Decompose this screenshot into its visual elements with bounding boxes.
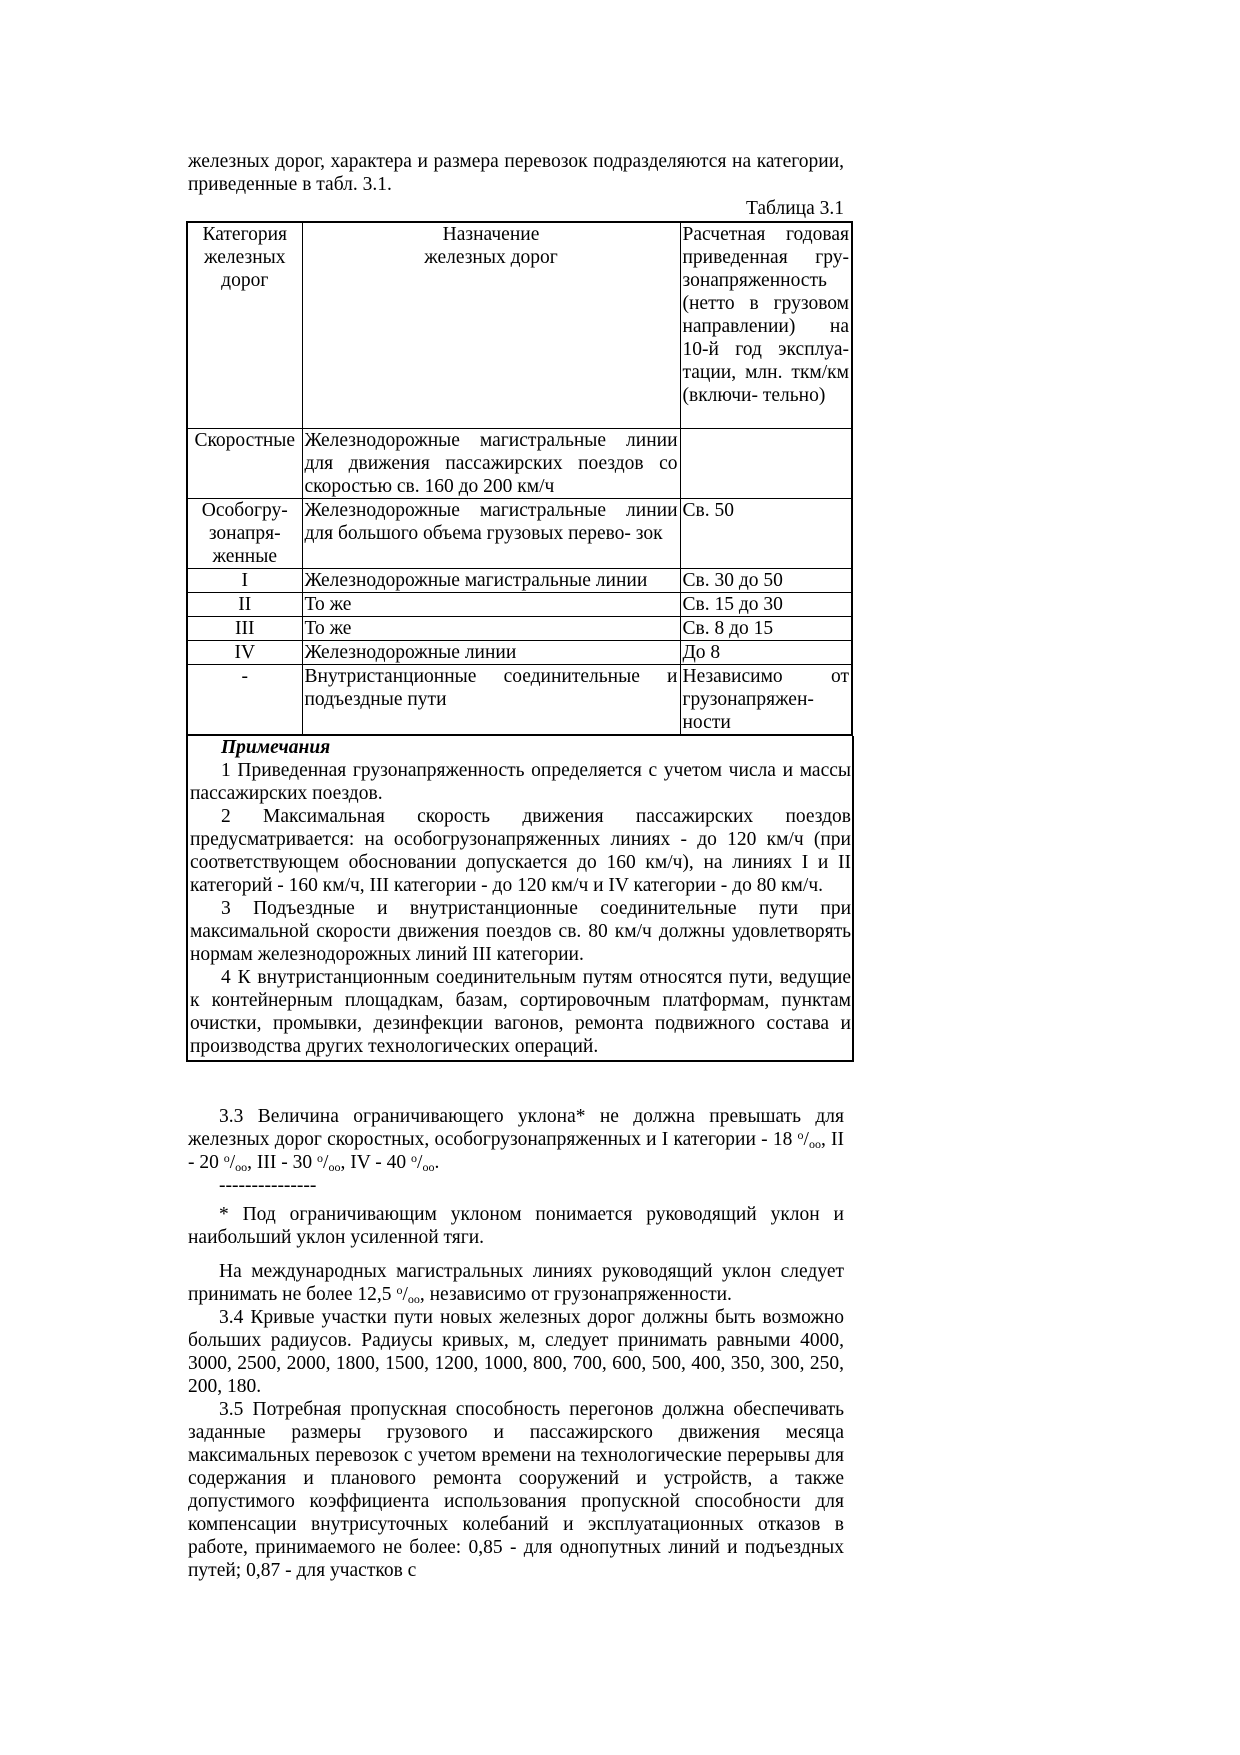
grade-value: 18: [772, 1129, 793, 1150]
cell-load: Св. 15 до 30: [680, 593, 852, 617]
permille-top: о: [223, 1151, 230, 1165]
cell-category: -: [187, 665, 302, 736]
table-notes: [186, 736, 854, 1062]
permille-top: о: [411, 1151, 418, 1165]
cell-load: [680, 429, 852, 499]
grade-value: , III - 30: [247, 1152, 313, 1173]
cell-category: I: [187, 569, 302, 593]
permille-bottom: оо: [235, 1160, 248, 1174]
cell-purpose: Железнодорожные магистральные линии для движения пассажирских поездов со скоростью св. 160 до 200 км/ч: [302, 429, 680, 499]
paragraph-international-text: На международных магистральных линиях руководящий уклон следует принимать не более 12,5: [188, 1261, 844, 1305]
note-item: 2 Максимальная скорость движения пассажирских поездов предусматривается: на особогрузонапряженных линиях - до 120 км/ч (при соответствующем обосновании допускается до 160 км/ч), на линиях I и II категорий - 160 км/ч, III категории - до 120 км/ч и IV категории - до 80 км/ч.: [190, 806, 851, 896]
permille-slash: /: [229, 1152, 236, 1173]
body-text: [188, 1105, 844, 1582]
table-caption: Таблица 3.1: [745, 198, 844, 219]
footnote: * Под ограничивающим уклоном понимается руководящий уклон и наибольший уклон усиленной тяги.: [188, 1204, 844, 1248]
table-row: [187, 429, 852, 499]
cell-category: III: [187, 617, 302, 641]
note-item: 4 К внутристанционным соединительным путям относятся пути, ведущие к контейнерным площадкам, базам, сортировочным платформам, пунктам очистки, промывки, дезинфекции вагонов, ремонта подвижного состава и производства других технологических операций.: [190, 967, 851, 1057]
cell-load: Св. 50: [680, 499, 852, 569]
cell-load: До 8: [680, 641, 852, 665]
permille-bottom: оо: [407, 1292, 420, 1306]
permille-slash: /: [417, 1152, 423, 1173]
cell-category: IV: [187, 641, 302, 665]
header-purpose: [302, 222, 680, 429]
table-row: [187, 569, 852, 593]
grade-value: , II - 20: [188, 1129, 845, 1173]
table-row: [187, 499, 852, 569]
paragraph-3-3: [188, 1105, 844, 1174]
sentence-end: .: [434, 1152, 440, 1173]
intro-paragraph: железных дорог, характера и размера перевозок подразделяются на категории, приведенные в табл. 3.1.: [188, 151, 844, 195]
permille-top: о: [797, 1128, 804, 1142]
footnote-separator: ---------------: [219, 1175, 317, 1196]
paragraph-international-end: , независимо от грузонапряженности.: [419, 1284, 732, 1305]
permille-bottom: оо: [422, 1160, 435, 1174]
table-row: [187, 641, 852, 665]
cell-category: Особогру- зонапря- женные: [187, 499, 302, 569]
header-load: Расчетная годовая приведенная гру- зонапряженность (нетто в грузовом направлении) на 10-й год эксплуа- тации, млн. ткм/км (включи- тельно): [680, 222, 852, 429]
cell-category: II: [187, 593, 302, 617]
cell-purpose: Железнодорожные магистральные линии для большого объема грузовых перево- зок: [302, 499, 680, 569]
permille-top: о: [396, 1283, 403, 1297]
cell-purpose: Железнодорожные магистральные линии: [302, 569, 680, 593]
categories-table: [186, 221, 853, 736]
table-3-1: [186, 221, 851, 1062]
table-row: [187, 665, 852, 736]
header-category: Категория железных дорог: [187, 222, 302, 429]
cell-load: Независимо от грузонапряжен- ности: [680, 665, 852, 736]
table-row: [187, 617, 852, 641]
note-item: 3 Подъездные и внутристанционные соединительные пути при максимальной скорости движения поездов св. 80 км/ч должны удовлетворять нормам железнодорожных линий III категории.: [190, 898, 851, 965]
table-header-row: [187, 222, 852, 429]
permille-slash: /: [803, 1129, 809, 1150]
table-row: [187, 593, 852, 617]
permille-top: о: [317, 1151, 324, 1165]
paragraph-3-4: 3.4 Кривые участки пути новых железных дорог должны быть возможно больших радиусов. Радиусы кривых, м, следует принимать равными 4000, 3000, 2500, 2000, 1800, 1500, 1200, 1000, 800, 700, 600, 500, 400, 350, 300, 250, 200, 180.: [188, 1307, 844, 1397]
cell-purpose: То же: [302, 593, 680, 617]
grade-value: , IV - 40: [340, 1152, 407, 1173]
permille-bottom: оо: [808, 1137, 821, 1151]
cell-purpose: Железнодорожные линии: [302, 641, 680, 665]
permille-slash: /: [402, 1284, 408, 1305]
notes-title: Примечания: [221, 737, 331, 758]
note-item: 1 Приведенная грузонапряженность определяется с учетом числа и массы пассажирских поездов.: [190, 760, 851, 804]
cell-load: Св. 8 до 15: [680, 617, 852, 641]
cell-purpose: Внутристанционные соединительные и подъездные пути: [302, 665, 680, 736]
cell-load: Св. 30 до 50: [680, 569, 852, 593]
permille-slash: /: [323, 1152, 329, 1173]
paragraph-3-3-text: 3.3 Величина ограничивающего уклона* не должна превышать для железных дорог скоростных, особогрузонапряженных и I категории -: [188, 1106, 844, 1150]
header-purpose-text: Назначение железных дорог: [424, 224, 558, 268]
permille-bottom: оо: [328, 1160, 341, 1174]
cell-category: Скоростные: [187, 429, 302, 499]
paragraph-international: [188, 1260, 844, 1306]
paragraph-3-5: 3.5 Потребная пропускная способность перегонов должна обеспечивать заданные размеры грузового и пассажирского движения месяца максимальных перевозок с учетом времени на технологические перерывы для содержания и планового ремонта сооружений и устройств, а также допустимого коэффициента использования пропускной способности для компенсации внутрисуточных колебаний и эксплуатационных отказов в работе, принимаемого не более: 0,85 - для однопутных линий и подъездных путей; 0,87 - для участков с: [188, 1399, 844, 1581]
cell-purpose: То же: [302, 617, 680, 641]
